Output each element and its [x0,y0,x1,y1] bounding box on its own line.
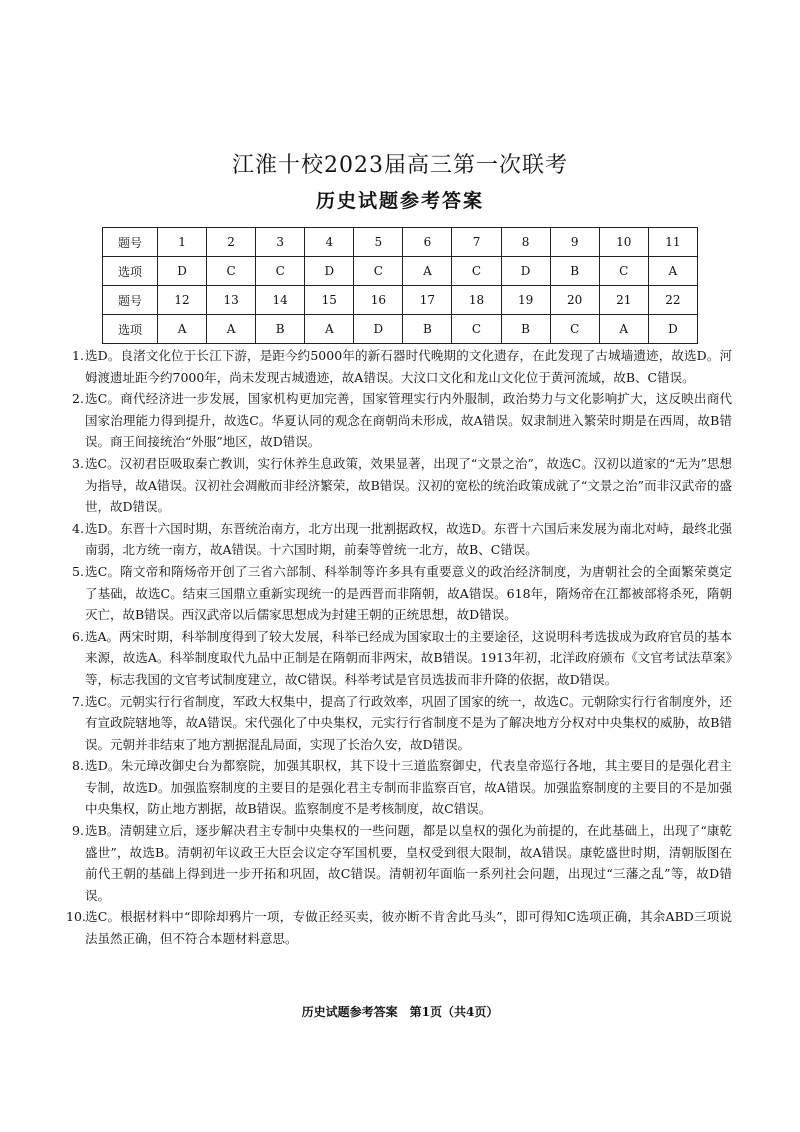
item-text: 选C。汉初君臣吸取秦亡教训，实行休养生息政策，效果显著，出现了“文景之治”，故选C。汉初以道家的“无为”思想为指导，故A错误。汉初社会凋敝而非经济繁荣，故B错误。汉初的宽松的统治政策成就了“文景之治”而非汉武帝的盛世，故D错误。 [85,455,732,515]
explanation-item [72,518,732,561]
table-cell: B [256,315,305,344]
table-cell: 16 [354,286,403,315]
item-text: 选D。良渚文化位于长江下游，是距今约5000年的新石器时代晚期的文化遗存，在此发现了古城墙遗迹，故选D。河姆渡遗址距今约7000年，尚未发现古城遗迹，故A错误。大汶口文化和龙山文化位于黄河流域，故B、C错误。 [85,348,732,385]
table-cell: C [256,257,305,286]
table-cell: 1 [158,228,207,257]
table-cell: A [305,315,354,344]
table-cell: A [403,257,452,286]
table-cell: 4 [305,228,354,257]
table-cell: 17 [403,286,452,315]
table-cell: D [501,257,550,286]
item-text: 选A。两宋时期，科举制度得到了较大发展，科举已经成为国家取士的主要途径，这说明科考选拔成为政府官员的基本来源，故选A。科举制度取代九品中正制是在隋朝而非两宋，故B错误。1913年初，北洋政府颁布《文官考试法草案》等，标志我国的文官考试制度建立，故C错误。科举考试是官员选拔而非升降的依据，故D错误。 [85,628,732,687]
table-cell: D [354,315,403,344]
explanation-item [66,906,732,949]
table-row-header: 题号 [103,286,158,315]
explanations [66,345,732,950]
table-cell: 9 [550,228,599,257]
table-cell: A [599,315,648,344]
table-cell: D [158,257,207,286]
table-cell: 12 [158,286,207,315]
explanation-item [72,388,732,453]
table-cell: 13 [207,286,256,315]
page-footer: 历史试题参考答案 第1页（共4页） [301,1005,499,1019]
page-subtitle: 历史试题参考答案 [315,190,484,212]
item-text: 选D。东晋十六国时期，东晋统治南方，北方出现一批割据政权，故选D。东晋十六国后来发展为南北对峙，最终北强南弱，北方统一南方，故A错误。十六国时期，前秦等曾统一北方，故B、C错误。 [85,520,732,558]
table-cell: C [452,257,501,286]
table-cell: C [550,315,599,344]
table-row-header: 选项 [103,257,158,286]
table-cell: 6 [403,228,452,257]
table-cell: C [207,257,256,286]
table-cell: 21 [599,286,648,315]
table-cell: 7 [452,228,501,257]
explanation-item [72,626,732,691]
explanation-item [72,561,732,626]
table-row-header: 选项 [103,315,158,344]
item-number: 5. [72,563,84,579]
table-cell: A [648,257,697,286]
table-cell: 15 [305,286,354,315]
item-number: 10. [66,909,86,925]
explanation-item [72,755,732,820]
item-number: 7. [72,693,84,709]
table-cell: A [207,315,256,344]
table-cell: A [158,315,207,344]
item-text: 选D。朱元璋改御史台为都察院，加强其职权，其下设十三道监察御史，代表皇帝巡行各地，其主要目的是强化君主专制，故选D。加强监察制度的主要目的是强化君主专制而非监察百官，故A错误。加强监察制度的主要目的不是加强中央集权，防止地方割据，故B错误。监察制度不是考核制度，故C错误。 [85,758,732,817]
table-cell: 19 [501,286,550,315]
page-title: 江淮十校2023届高三第一次联考 [232,153,568,178]
item-number: 3. [72,455,84,471]
answer-table [102,227,698,344]
table-cell: 11 [648,228,697,257]
explanation-item [72,691,732,756]
explanation-item [72,345,732,388]
table-cell: C [354,257,403,286]
table-row [103,228,698,257]
table-cell: C [452,315,501,344]
table-cell: 14 [256,286,305,315]
item-text: 选C。元朝实行行省制度，军政大权集中，提高了行政效率，巩固了国家的统一，故选C。元朝除实行行省制度外，还有宣政院辖地等，故A错误。宋代强化了中央集权，元实行行省制度不是为了解决地方分权对中央集权的威胁，故B错误。元朝并非结束了地方割据混乱局面，实现了长治久安，故D错误。 [85,693,732,752]
table-cell: 8 [501,228,550,257]
item-number: 6. [72,628,84,644]
table-row-header: 题号 [103,228,158,257]
table-cell: 10 [599,228,648,257]
table-row [103,286,698,315]
item-number: 2. [72,391,84,407]
item-number: 4. [72,520,84,536]
table-cell: D [648,315,697,344]
item-number: 8. [72,758,84,774]
table-cell: B [403,315,452,344]
explanation-item [72,453,732,518]
item-text: 选C。根据材料中“即除却鸦片一项，专做正经买卖，彼亦断不肯舍此马头”，即可得知C选项正确，其余ABD三项说法虽然正确，但不符合本题材料意思。 [85,909,732,947]
table-row [103,257,698,286]
table-cell: 18 [452,286,501,315]
explanation-item [72,820,732,906]
item-number: 1. [72,348,84,363]
table-cell: 3 [256,228,305,257]
item-text: 选C。商代经济进一步发展，国家机构更加完善，国家管理实行内外服制，政治势力与文化影响扩大，这反映出商代国家治理能力得到提升，故选C。华夏认同的观念在商朝尚未形成，故A错误。奴隶制进入繁荣时期是在西周，故B错误。商王间接统治“外服”地区，故D错误。 [85,391,732,450]
table-cell: B [550,257,599,286]
item-text: 选B。清朝建立后，逐步解决君主专制中央集权的一些问题，都是以皇权的强化为前提的，在此基础上，出现了“康乾盛世”，故选B。清朝初年议政王大臣会议定夺军国机要，皇权受到很大限制，故A错误。康乾盛世时期，清朝版图在前代王朝的基础上得到进一步开拓和巩固，故C错误。清朝初年面临一系列社会问题，出现过“三藩之乱”等，故D错误。 [85,823,732,903]
table-cell: 2 [207,228,256,257]
table-cell: 20 [550,286,599,315]
table-cell: 22 [648,286,697,315]
item-text: 选C。隋文帝和隋炀帝开创了三省六部制、科举制等许多具有重要意义的政治经济制度，为唐朝社会的全面繁荣奠定了基础，故选C。结束三国鼎立重新实现统一的是西晋而非隋朝，故A错误。618年，隋炀帝在江都被部将杀死，隋朝灭亡，故B错误。西汉武帝以后儒家思想成为封建王朝的正统思想，故D错误。 [85,563,732,623]
table-cell: 5 [354,228,403,257]
table-cell: B [501,315,550,344]
table-cell: D [305,257,354,286]
item-number: 9. [72,823,84,839]
table-cell: C [599,257,648,286]
table-row [103,315,698,344]
